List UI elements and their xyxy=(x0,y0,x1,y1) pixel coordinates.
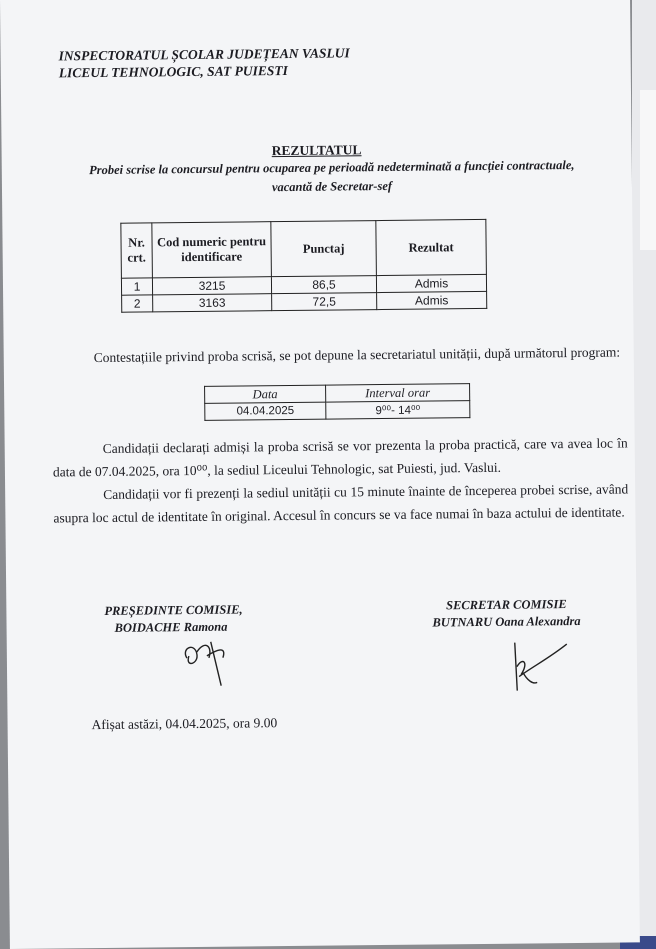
col-header-punctaj: Punctaj xyxy=(271,221,377,277)
cell-rezultat: Admis xyxy=(377,291,487,309)
cell-cod: 3215 xyxy=(152,277,271,295)
header-line-1: INSPECTORATUL ȘCOLAR JUDEȚEAN VASLUI xyxy=(58,45,350,64)
schedule-interval: 9⁰⁰- 14⁰⁰ xyxy=(326,401,470,420)
col-header-nr: Nr. crt. xyxy=(121,223,153,278)
adjacent-page-edge xyxy=(640,90,656,250)
schedule-header-date: Data xyxy=(205,385,326,403)
cell-rezultat: Admis xyxy=(376,274,486,292)
presence-paragraph: Candidații vor fi prezenți la sediul unității cu 15 minute înainte de începerea probei scrise, având asupra loc actul de identitate în original. Accesul în concurs se va face numai în baza actului de identitate. xyxy=(53,481,629,526)
table-row xyxy=(122,291,487,312)
schedule-header-interval: Interval orar xyxy=(326,384,470,403)
results-table xyxy=(120,219,487,313)
secretary-name: BUTNARU Oana Alexandra xyxy=(432,613,581,630)
cell-nr: 1 xyxy=(121,278,152,295)
secretary-signature-scribble xyxy=(503,636,574,697)
president-name: BOIDACHE Ramona xyxy=(114,619,228,635)
results-header-row xyxy=(121,219,487,278)
posted-notice: Afișat astăzi, 04.04.2025, ora 9.00 xyxy=(91,715,278,733)
cell-punctaj: 86,5 xyxy=(271,276,376,294)
contest-paragraph: Contestațiile privind proba scrisă, se pot depune la secretariatul unității, după următorul program: xyxy=(93,344,621,366)
table-row xyxy=(205,401,470,421)
practical-exam-paragraph: Candidații declarați admiși la proba scrisă se vor prezenta la proba practică, care va avea loc în data de 07.04.2025, ora 10⁰⁰, la sediul Liceului Tehnologic, sat Puiesti, jud. Vaslui. xyxy=(52,435,628,480)
schedule-date: 04.04.2025 xyxy=(205,402,326,420)
cell-punctaj: 72,5 xyxy=(272,293,377,311)
cell-cod: 3163 xyxy=(153,294,272,312)
secretary-signature-block xyxy=(416,596,596,632)
schedule-table xyxy=(204,383,470,421)
cell-nr: 2 xyxy=(122,295,153,312)
document-title: REZULTATUL xyxy=(271,142,362,159)
president-signature-scribble xyxy=(177,628,238,689)
president-role: PREȘEDINTE COMISIE, xyxy=(104,602,243,618)
institution-header xyxy=(58,44,350,81)
col-header-cod: Cod numeric pentru identificare xyxy=(152,222,272,278)
col-header-rezultat: Rezultat xyxy=(376,219,487,275)
header-line-2: LICEUL TEHNOLOGIC, SAT PUIESTI xyxy=(58,62,288,81)
secretary-role: SECRETAR COMISIE xyxy=(446,597,567,613)
document-subtitle: Probei scrise la concursul pentru ocuparea pe perioadă nedeterminată a funcției contractuale, vacantă de Secretar-sef xyxy=(88,157,575,195)
